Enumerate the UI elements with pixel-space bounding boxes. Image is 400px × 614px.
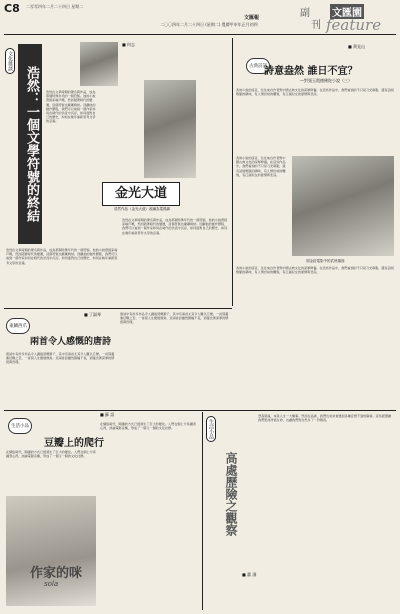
bottom-rule bbox=[4, 410, 396, 411]
article-4 bbox=[4, 412, 200, 608]
article2-photo-caption: 胡金銓電影中的武俠場面 bbox=[306, 259, 345, 263]
article1-body-right: 浩然在文革時期的聲名與作品，成為那個特殊年代的一個符號。他的小說曾經家喻戶曉，然而隨著時代的變遷，這個符號也漸漸終結。回顧他的創作歷程，我們可以看到一個作家如何在時代的洪流中沉浮，如何面對自己的歷史，如何在晚年重新思考文學的意義。 bbox=[122, 218, 228, 235]
brand-wenhuiyuan: 文匯園 bbox=[330, 4, 364, 19]
brand-fu: 副 bbox=[300, 8, 310, 19]
article1-author: ■ 何志 bbox=[122, 42, 136, 47]
article2-body-bottom: 武俠小說的詩意，往往來自作者對中國古典文化的深厚修養。在這些作品中，我們看到的不只是刀光劍影，還有詩詞歌賦的韻味，有人情世故的體察，有江湖兒女的豪情與悲涼。 bbox=[236, 266, 394, 275]
article3-body-left: 唐詩中有許多作品令人讀後感慨萬千，其中有兩首尤其令人難以忘懷。一首寫邊塞征戰之苦，一首寫人生聚散無常。這兩首詩雖然篇幅不長，卻蘊含著深厚的情感與哲理。 bbox=[6, 352, 115, 365]
article3-body-right: 唐詩中有許多作品令人讀後感慨萬千，其中有兩首尤其令人難以忘懷。一首寫邊塞征戰之苦，一首寫人生聚散無常。這兩首詩雖然篇幅不長，卻蘊含著深厚的情感與哲理。 bbox=[120, 312, 229, 325]
article5-body: 登高望遠，本是人生一大樂事。然而在高處，我們也常常會遇到各種意想不到的險境。這些經歷讓我們更加珍惜生命，也讓我們對自然多了一份敬畏。 bbox=[258, 414, 392, 423]
article-2 bbox=[236, 38, 396, 408]
article5-title: 高處歷險之觀察 bbox=[224, 452, 238, 536]
article4-book-title bbox=[30, 562, 82, 581]
article2-subtitle: —對張玉霞德佛陀小說（三） bbox=[300, 78, 352, 83]
article2-column-label: 古典詩話 bbox=[246, 58, 270, 74]
brand-feature: feature bbox=[326, 16, 382, 34]
article4-body-top: 在網絡時代，閱讀的方式已經發生了巨大的變化。人們在網上分享讀書心得，評論電影音樂，形成了一個又一個的文化社群。 bbox=[6, 450, 96, 459]
article3-column-label: 東鱗西爪 bbox=[6, 318, 30, 334]
article1-author-photo bbox=[80, 42, 118, 86]
article5-author: ■ 蕭 濤 bbox=[242, 572, 257, 577]
article5-column-label: 生活小品 bbox=[206, 416, 216, 442]
section-code: C8 bbox=[4, 2, 20, 15]
article1-body-left: 浩然在文革時期的聲名與作品，成為那個特殊年代的一個符號。他的小說曾經家喻戶曉，然而隨著時代的變遷，這個符號也漸漸終結。回顧他的創作歷程，我們可以看到一個作家如何在時代的洪流中沉浮，如何面對自己的歷史，如何在晚年重新思考文學的意義。 bbox=[46, 90, 96, 124]
date-line: 二〇〇四年二月二十四日 (星期二) 農曆甲申年正月初四 bbox=[160, 22, 258, 27]
bottom-divider bbox=[202, 412, 203, 610]
article2-author: ■ 黃見山 bbox=[348, 44, 366, 49]
article4-column-label: 生活小品 bbox=[8, 418, 32, 434]
article4-book-title-3: 的 bbox=[56, 566, 70, 581]
article2-body-side: 武俠小說的詩意，往往來自作者對中國古典文化的深厚修養。在這些作品中，我們看到的不只是刀光劍影，還有詩詞歌賦的韻味，有人情世故的體察，有江湖兒女的豪情與悲涼。 bbox=[236, 156, 286, 177]
article-3 bbox=[4, 310, 232, 408]
article2-photo bbox=[292, 156, 394, 256]
center-divider-top bbox=[232, 38, 233, 306]
article4-book-cover bbox=[6, 496, 96, 606]
article4-body-right: 在網絡時代，閱讀的方式已經發生了巨大的變化。人們在網上分享讀書心得，評論電影音樂，形成了一個又一個的文化社群。 bbox=[100, 422, 196, 431]
masthead bbox=[0, 0, 400, 36]
article3-title: 兩首令人感慨的唐詩 bbox=[30, 337, 112, 347]
article4-book-title-4: 咪 bbox=[69, 566, 83, 581]
article1-title: 浩然：一個文學符號的終結 bbox=[18, 44, 42, 244]
article1-column-label: 文化雜談 bbox=[5, 48, 15, 74]
article4-book-title-1: 作 bbox=[30, 566, 44, 581]
article1-banner: 金光大道 bbox=[102, 182, 180, 206]
article4-title: 豆瓣上的爬行 bbox=[44, 438, 104, 449]
article4-book-title-2: 家 bbox=[43, 566, 57, 581]
brand-kan: 刊 bbox=[311, 20, 321, 31]
article4-author: ■ 蘇 語 bbox=[100, 412, 115, 417]
article4-book-sub: sola bbox=[44, 580, 59, 588]
article2-body-top: 武俠小說的詩意，往往來自作者對中國古典文化的深厚修養。在這些作品中，我們看到的不只是刀光劍影，還有詩詞歌賦的韻味，有人情世故的體察，有江湖兒女的豪情與悲涼。 bbox=[236, 88, 394, 97]
article3-author: ■ 丁淑琴 bbox=[84, 312, 102, 317]
article1-caption: 浩然作品《金光大道》改編為電視劇 bbox=[114, 207, 170, 211]
paper-name: 文匯報 bbox=[244, 15, 260, 21]
article1-film-photo bbox=[144, 80, 196, 178]
mid-rule-left bbox=[4, 308, 232, 309]
left-meta: 二零零四年二月二十四日 星期二 bbox=[26, 4, 84, 9]
article-1 bbox=[4, 38, 230, 306]
masthead-rule bbox=[4, 34, 396, 35]
article1-body-bottom: 浩然在文革時期的聲名與作品，成為那個特殊年代的一個符號。他的小說曾經家喻戶曉，然而隨著時代的變遷，這個符號也漸漸終結。回顧他的創作歷程，我們可以看到一個作家如何在時代的洪流中沉浮，如何面對自己的歷史，如何在晚年重新思考文學的意義。 bbox=[6, 248, 118, 265]
article-5 bbox=[204, 412, 396, 608]
article2-title: 詩意盎然 誰日不宜？ bbox=[264, 66, 358, 77]
